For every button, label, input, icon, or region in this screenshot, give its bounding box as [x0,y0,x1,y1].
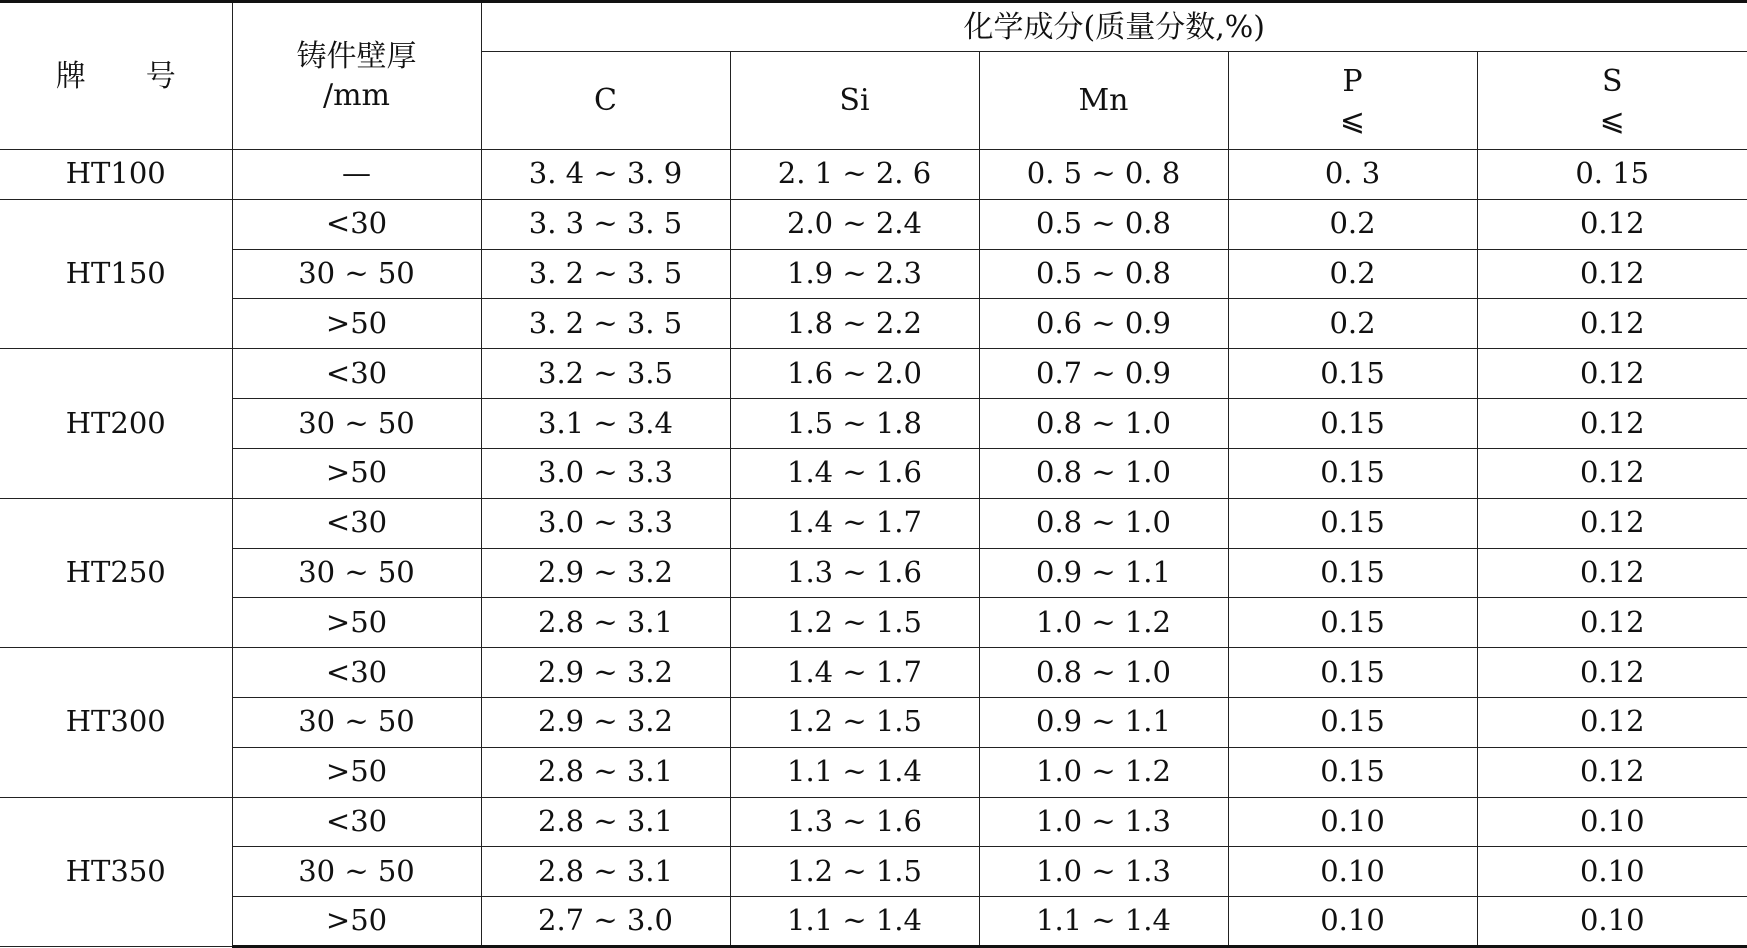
mn-cell: 1.0 ~ 1.2 [979,747,1228,797]
mn-cell: 0.5 ~ 0.8 [979,249,1228,299]
thickness-cell: >50 [232,747,481,797]
c-cell: 3. 3 ~ 3. 5 [481,199,730,249]
header-c: C [481,52,730,150]
thickness-cell: >50 [232,897,481,947]
si-cell: 1.4 ~ 1.7 [730,498,979,548]
p-cell: 0.15 [1228,747,1477,797]
table-row [0,897,1747,947]
table-row [0,448,1747,498]
mn-cell: 0.8 ~ 1.0 [979,448,1228,498]
c-cell: 2.8 ~ 3.1 [481,847,730,897]
si-cell: 1.2 ~ 1.5 [730,847,979,897]
p-cell: 0.15 [1228,399,1477,449]
table-row [0,648,1747,698]
p-cell: 0. 3 [1228,150,1477,200]
table-row [0,498,1747,548]
header-thickness-label: 铸件壁厚 [296,39,417,74]
si-cell: 1.1 ~ 1.4 [730,897,979,947]
p-cell: 0.15 [1228,349,1477,399]
mn-cell: 0.9 ~ 1.1 [979,697,1228,747]
s-cell: 0.12 [1477,697,1747,747]
si-cell: 1.2 ~ 1.5 [730,598,979,648]
thickness-cell: 30 ~ 50 [232,548,481,598]
p-cell: 0.10 [1228,897,1477,947]
header-grade: 牌 号 [0,2,232,150]
header-si: Si [730,52,979,150]
mn-cell: 1.1 ~ 1.4 [979,897,1228,947]
header-p [1228,52,1477,150]
thickness-cell: 30 ~ 50 [232,399,481,449]
grade-cell: HT250 [0,498,232,647]
s-cell: 0.10 [1477,797,1747,847]
s-cell: 0.12 [1477,648,1747,698]
table-row [0,249,1747,299]
table-row [0,548,1747,598]
si-cell: 1.3 ~ 1.6 [730,548,979,598]
c-cell: 3. 4 ~ 3. 9 [481,150,730,200]
thickness-cell: <30 [232,648,481,698]
si-cell: 1.3 ~ 1.6 [730,797,979,847]
s-cell: 0.12 [1477,498,1747,548]
mn-cell: 0.7 ~ 0.9 [979,349,1228,399]
si-cell: 1.8 ~ 2.2 [730,299,979,349]
p-cell: 0.15 [1228,598,1477,648]
c-cell: 3. 2 ~ 3. 5 [481,249,730,299]
s-cell: 0.12 [1477,249,1747,299]
table-row [0,747,1747,797]
s-cell: 0.12 [1477,548,1747,598]
s-cell: 0.12 [1477,199,1747,249]
mn-cell: 1.0 ~ 1.2 [979,598,1228,648]
s-cell: 0.12 [1477,448,1747,498]
header-s-max-symbol: ⩽ [1599,102,1625,138]
header-mn: Mn [979,52,1228,150]
header-s-label: S [1601,63,1623,99]
thickness-cell: >50 [232,448,481,498]
table-row [0,199,1747,249]
grade-cell: HT350 [0,797,232,946]
table-row [0,598,1747,648]
s-cell: 0.12 [1477,747,1747,797]
header-p-label: P [1342,63,1363,99]
p-cell: 0.15 [1228,648,1477,698]
mn-cell: 0.6 ~ 0.9 [979,299,1228,349]
s-cell: 0. 15 [1477,150,1747,200]
c-cell: 2.9 ~ 3.2 [481,697,730,747]
mn-cell: 0.9 ~ 1.1 [979,548,1228,598]
p-cell: 0.15 [1228,548,1477,598]
thickness-cell: <30 [232,498,481,548]
thickness-cell: 30 ~ 50 [232,697,481,747]
table-row [0,399,1747,449]
table-header [0,2,1747,150]
si-cell: 1.4 ~ 1.6 [730,448,979,498]
p-cell: 0.15 [1228,448,1477,498]
p-cell: 0.2 [1228,199,1477,249]
p-cell: 0.10 [1228,797,1477,847]
grade-cell: HT200 [0,349,232,498]
c-cell: 2.8 ~ 3.1 [481,598,730,648]
s-cell: 0.10 [1477,897,1747,947]
c-cell: 2.7 ~ 3.0 [481,897,730,947]
s-cell: 0.12 [1477,299,1747,349]
table-row [0,697,1747,747]
si-cell: 1.9 ~ 2.3 [730,249,979,299]
p-cell: 0.15 [1228,498,1477,548]
table-row [0,349,1747,399]
si-cell: 1.4 ~ 1.7 [730,648,979,698]
si-cell: 1.2 ~ 1.5 [730,697,979,747]
table-body [0,150,1747,947]
c-cell: 3. 2 ~ 3. 5 [481,299,730,349]
header-p-max-symbol: ⩽ [1339,102,1366,138]
c-cell: 3.1 ~ 3.4 [481,399,730,449]
table-row [0,299,1747,349]
c-cell: 3.0 ~ 3.3 [481,498,730,548]
thickness-cell: — [232,150,481,200]
thickness-cell: 30 ~ 50 [232,847,481,897]
grade-cell: HT150 [0,199,232,348]
mn-cell: 0.8 ~ 1.0 [979,648,1228,698]
s-cell: 0.12 [1477,598,1747,648]
si-cell: 2. 1 ~ 2. 6 [730,150,979,200]
mn-cell: 1.0 ~ 1.3 [979,797,1228,847]
si-cell: 1.5 ~ 1.8 [730,399,979,449]
thickness-cell: <30 [232,349,481,399]
header-composition: 化学成分(质量分数,%) [481,2,1747,52]
thickness-cell: >50 [232,598,481,648]
thickness-cell: <30 [232,199,481,249]
mn-cell: 1.0 ~ 1.3 [979,847,1228,897]
thickness-cell: >50 [232,299,481,349]
mn-cell: 0.5 ~ 0.8 [979,199,1228,249]
thickness-cell: <30 [232,797,481,847]
header-thickness-unit: /mm [322,78,390,113]
p-cell: 0.10 [1228,847,1477,897]
s-cell: 0.12 [1477,399,1747,449]
table-row [0,847,1747,897]
s-cell: 0.12 [1477,349,1747,399]
si-cell: 1.6 ~ 2.0 [730,349,979,399]
si-cell: 2.0 ~ 2.4 [730,199,979,249]
header-s [1477,52,1747,150]
table-row [0,150,1747,200]
p-cell: 0.2 [1228,249,1477,299]
si-cell: 1.1 ~ 1.4 [730,747,979,797]
c-cell: 3.2 ~ 3.5 [481,349,730,399]
c-cell: 2.9 ~ 3.2 [481,648,730,698]
c-cell: 3.0 ~ 3.3 [481,448,730,498]
c-cell: 2.8 ~ 3.1 [481,747,730,797]
p-cell: 0.15 [1228,697,1477,747]
mn-cell: 0.8 ~ 1.0 [979,399,1228,449]
grade-cell: HT100 [0,150,232,200]
thickness-cell: 30 ~ 50 [232,249,481,299]
mn-cell: 0.8 ~ 1.0 [979,498,1228,548]
mn-cell: 0. 5 ~ 0. 8 [979,150,1228,200]
header-thickness [232,2,481,150]
grade-cell: HT300 [0,648,232,797]
p-cell: 0.2 [1228,299,1477,349]
c-cell: 2.8 ~ 3.1 [481,797,730,847]
s-cell: 0.10 [1477,847,1747,897]
c-cell: 2.9 ~ 3.2 [481,548,730,598]
table-row [0,797,1747,847]
